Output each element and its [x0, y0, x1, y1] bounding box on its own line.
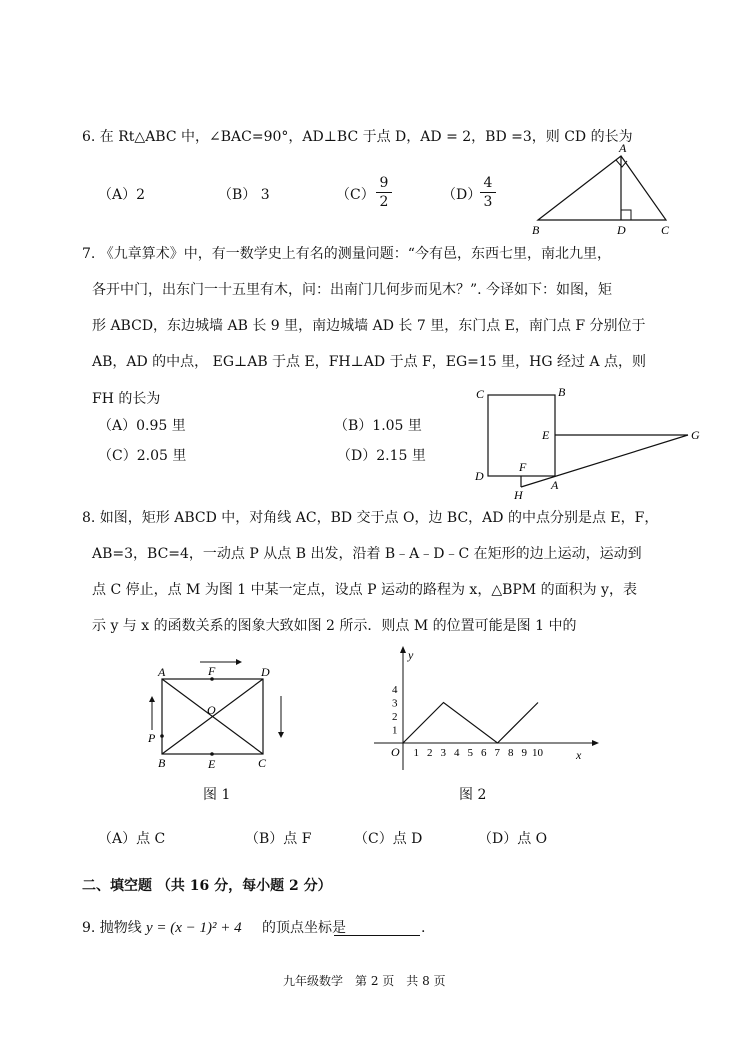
q8-line-4: 示 y 与 x 的函数关系的图象大致如图 2 所示．则点 M 的位置可能是图 1 中的	[92, 618, 577, 634]
x-tick-label: 6	[481, 747, 487, 759]
x-tick-label: 3	[440, 747, 446, 759]
q6-label-c: C	[661, 223, 670, 237]
x-tick-label: 9	[521, 747, 527, 759]
page-footer: 九年级数学 第 2 页 共 8 页	[283, 974, 446, 988]
origin-label: O	[391, 745, 400, 759]
q8-line-2: AB=3，BC=4，一动点 P 从点 B 出发，沿着 B﹣A﹣D﹣C 在矩形的边上运动，运动到	[92, 546, 642, 562]
series-line	[403, 703, 538, 744]
x-tick-label: 4	[454, 747, 460, 759]
y-tick-label: 1	[392, 724, 398, 737]
fraction-numerator: 4	[483, 175, 493, 191]
q8-fig1-label-o: O	[207, 703, 216, 717]
y-tick-label: 4	[392, 684, 398, 696]
y-tick-label: 2	[392, 711, 398, 723]
q8-option-d[interactable]: （D）点 O	[478, 831, 548, 847]
q6-option-a[interactable]: （A）2	[98, 187, 146, 203]
q9-suffix: 的顶点坐标是	[262, 920, 346, 936]
q8-option-c[interactable]: （C）点 D	[354, 831, 423, 847]
y-tick-label: 3	[392, 697, 398, 710]
q6-triangle-figure	[530, 140, 680, 235]
q6-label-d: D	[617, 223, 626, 237]
q8-fig1-label-c: C	[258, 756, 267, 770]
x-tick-label: 10	[532, 747, 543, 759]
section-2-title: 二、填空题 （共 16 分，每小题 2 分）	[82, 878, 332, 894]
q6-option-c[interactable]: （C）	[336, 187, 375, 203]
q7-label-a: A	[551, 478, 559, 492]
q8-fig1-label-a: A	[158, 665, 166, 679]
q7-option-d[interactable]: （D）2.15 里	[337, 448, 426, 464]
q7-line-3: 形 ABCD，东边城墙 AB 长 9 里，南边城墙 AD 长 7 里，东门点 E，南门点 F 分别位于	[92, 318, 646, 334]
q7-line-4: AB，AD 的中点， EG⊥AB 于点 E，FH⊥AD 于点 F，EG=15 里，HG 经过 A 点，则	[92, 354, 647, 370]
q7-label-b: B	[558, 385, 566, 399]
q7-option-a[interactable]: （A）0.95 里	[98, 418, 186, 434]
x-tick-label: 1	[413, 747, 419, 759]
fraction-numerator: 9	[379, 175, 389, 191]
q8-figure-2-caption: 图 2	[459, 787, 487, 803]
q9-end: .	[421, 920, 426, 936]
q6-option-d[interactable]: （D）	[442, 187, 482, 203]
q7-label-e: E	[542, 428, 550, 442]
q8-figure-2-graph	[370, 645, 600, 780]
q6-label-b: B	[532, 223, 540, 237]
x-tick-label: 2	[427, 747, 433, 759]
x-tick-label: 8	[508, 747, 514, 759]
fraction-denominator: 2	[379, 194, 389, 210]
q8-figure-1-caption: 图 1	[203, 787, 231, 803]
x-tick-label: 7	[494, 747, 500, 759]
q8-option-a[interactable]: （A）点 C	[98, 831, 166, 847]
q8-line-3: 点 C 停止，点 M 为图 1 中某一定点，设点 P 运动的路程为 x，△BPM 的面积为 y，表	[92, 582, 637, 598]
q8-line-1: 8. 如图，矩形 ABCD 中，对角线 AC，BD 交于点 O，边 BC，AD 的中点分别是点 E，F，	[82, 510, 659, 526]
q8-fig1-label-f: F	[208, 664, 216, 678]
q8-fig1-label-d: D	[261, 665, 270, 679]
q6-option-b[interactable]: （B） 3	[218, 187, 270, 203]
q7-option-c[interactable]: （C）2.05 里	[98, 448, 187, 464]
q8-figure-1	[140, 650, 280, 775]
q7-label-g: G	[691, 428, 700, 442]
q7-option-b[interactable]: （B）1.05 里	[334, 418, 422, 434]
q7-rectangle-figure	[470, 385, 710, 505]
q6-option-c-fraction	[376, 175, 392, 210]
q9-formula: y = (x − 1)² + 4	[146, 920, 242, 936]
q7-label-f: F	[519, 460, 527, 474]
q8-fig1-label-p: P	[148, 731, 156, 745]
q8-fig1-label-e: E	[208, 757, 216, 771]
q6-option-d-fraction	[480, 175, 496, 210]
q7-line-1: 7. 《九章算术》中，有一数学史上有名的测量问题：“今有邑，东西七里，南北九里，	[82, 246, 611, 262]
q7-label-d: D	[475, 469, 484, 483]
q7-label-h: H	[514, 488, 523, 502]
x-tick-label: 5	[467, 747, 473, 759]
q6-stem: 6. 在 Rt△ABC 中，∠BAC=90°，AD⊥BC 于点 D，AD = 2，BD =3，则 CD 的长为	[82, 129, 633, 145]
q9-answer-blank[interactable]	[334, 935, 420, 936]
q9-prefix: 9. 抛物线	[82, 920, 142, 936]
q8-fig1-label-b: B	[158, 756, 166, 770]
q7-line-2: 各开中门，出东门一十五里有木，问：出南门几何步而见木？”. 今译如下：如图，矩	[92, 282, 613, 298]
fraction-denominator: 3	[483, 194, 493, 210]
q8-option-b[interactable]: （B）点 F	[245, 831, 312, 847]
q7-label-c: C	[476, 387, 485, 401]
q6-label-a: A	[619, 141, 627, 155]
q7-line-5: FH 的长为	[92, 391, 161, 407]
y-axis-label: y	[408, 648, 414, 662]
x-axis-label: x	[576, 748, 582, 762]
